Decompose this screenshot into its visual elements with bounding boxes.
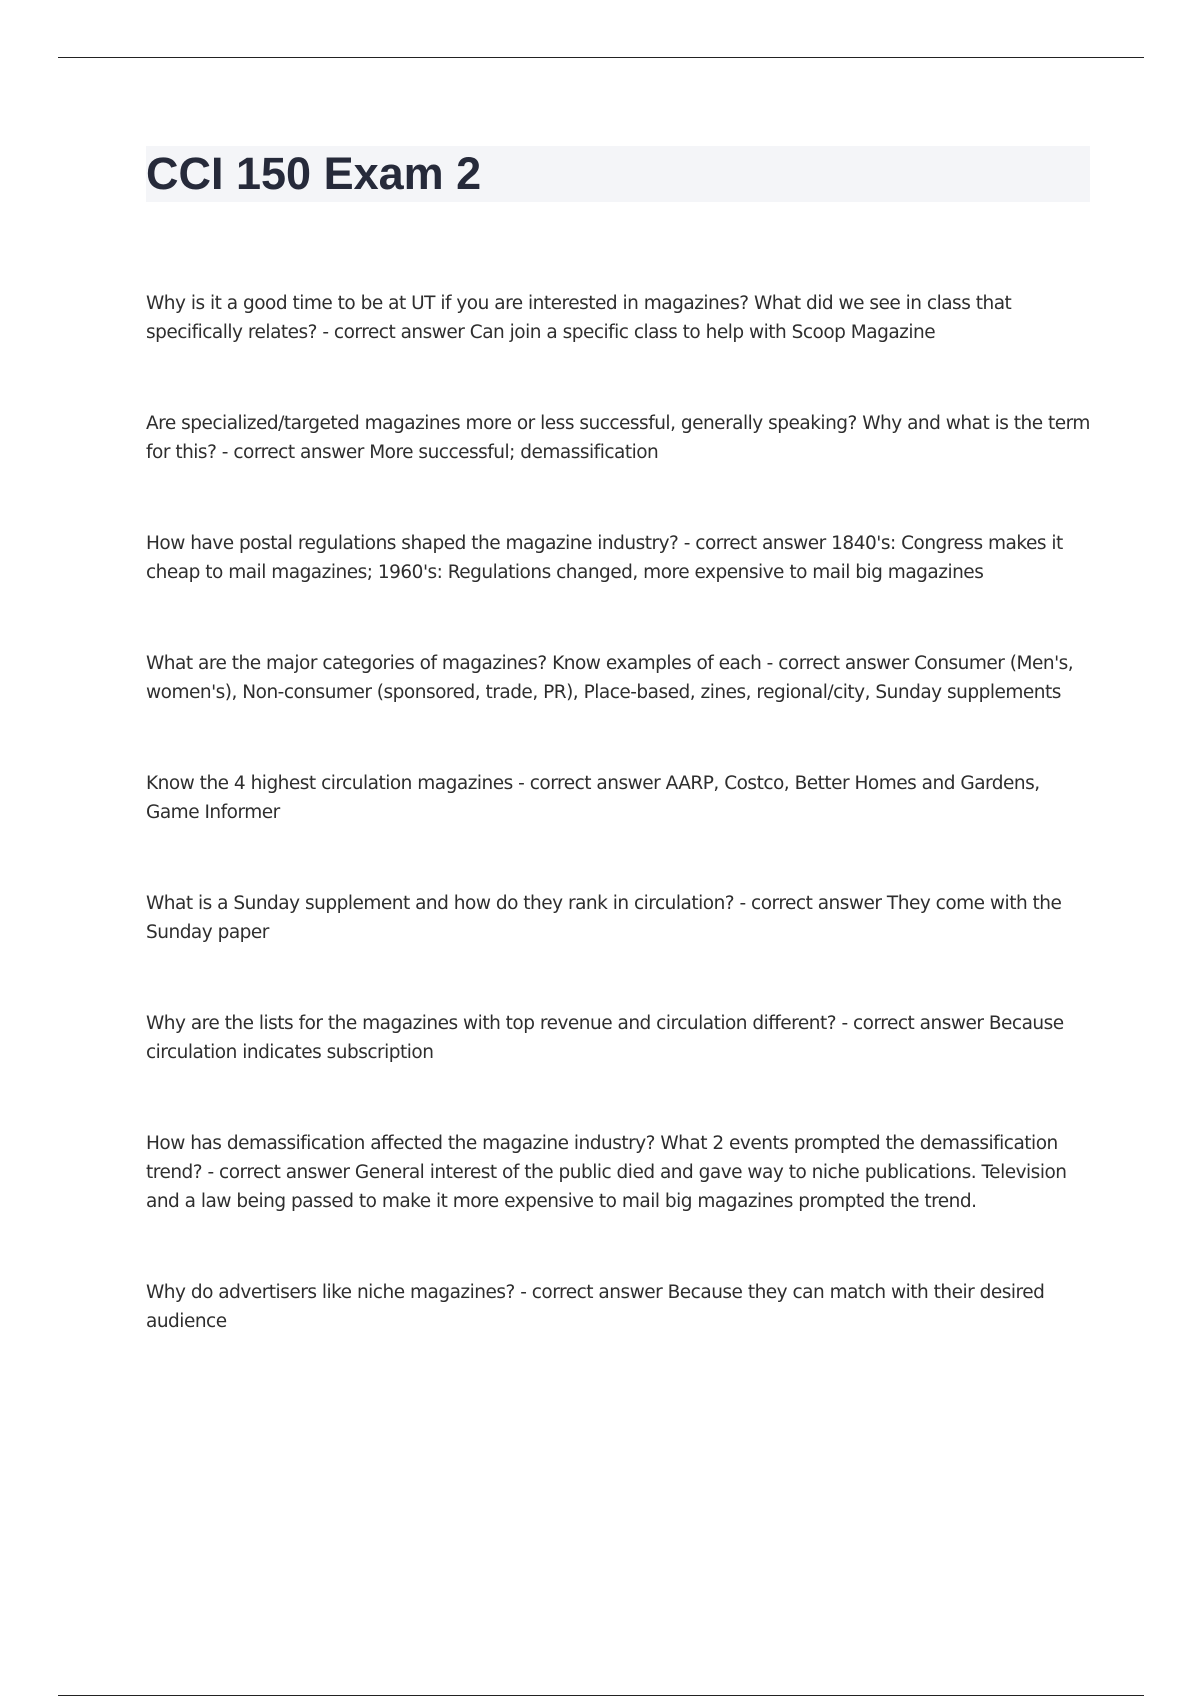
qa-item-5: Know the 4 highest circulation magazines - correct answer AARP, Costco, Better Homes and Gardens, Game Informer — [146, 773, 1040, 823]
qa-item-7: Why are the lists for the magazines with top revenue and circulation different? - correct answer Because circulation indicates subscription — [146, 1013, 1064, 1063]
qa-item-9: Why do advertisers like niche magazines? - correct answer Because they can match with their desired audience — [146, 1282, 1045, 1332]
qa-item-1: Why is it a good time to be at UT if you are interested in magazines? What did we see in class that specifically relates? - correct answer Can join a specific class to help with Scoop Magazine — [146, 293, 1012, 343]
qa-item-3: How have postal regulations shaped the magazine industry? - correct answer 1840's: Congress makes it cheap to mail magazines; 1960's: Regulations changed, more expensive to mail big magazines — [146, 533, 1063, 583]
qa-item-2: Are specialized/targeted magazines more or less successful, generally speaking? Why and what is the term for this? - correct answer More successful; demassification — [146, 413, 1090, 463]
question-answer-list — [146, 289, 1091, 1398]
qa-item-4: What are the major categories of magazines? Know examples of each - correct answer Consumer (Men's, women's), Non-consumer (sponsored, trade, PR), Place-based, zines, regional/city, Sunday supplements — [146, 653, 1074, 703]
bottom-divider — [58, 1695, 1144, 1696]
page-title: CCI 150 Exam 2 — [146, 148, 482, 199]
top-divider — [58, 57, 1144, 58]
qa-item-6: What is a Sunday supplement and how do they rank in circulation? - correct answer They come with the Sunday paper — [146, 893, 1062, 943]
qa-item-8: How has demassification affected the magazine industry? What 2 events prompted the demassification trend? - correct answer General interest of the public died and gave way to niche publications. Television and a law being passed to make it more expensive to mail big magazines prompted the trend. — [146, 1133, 1067, 1212]
